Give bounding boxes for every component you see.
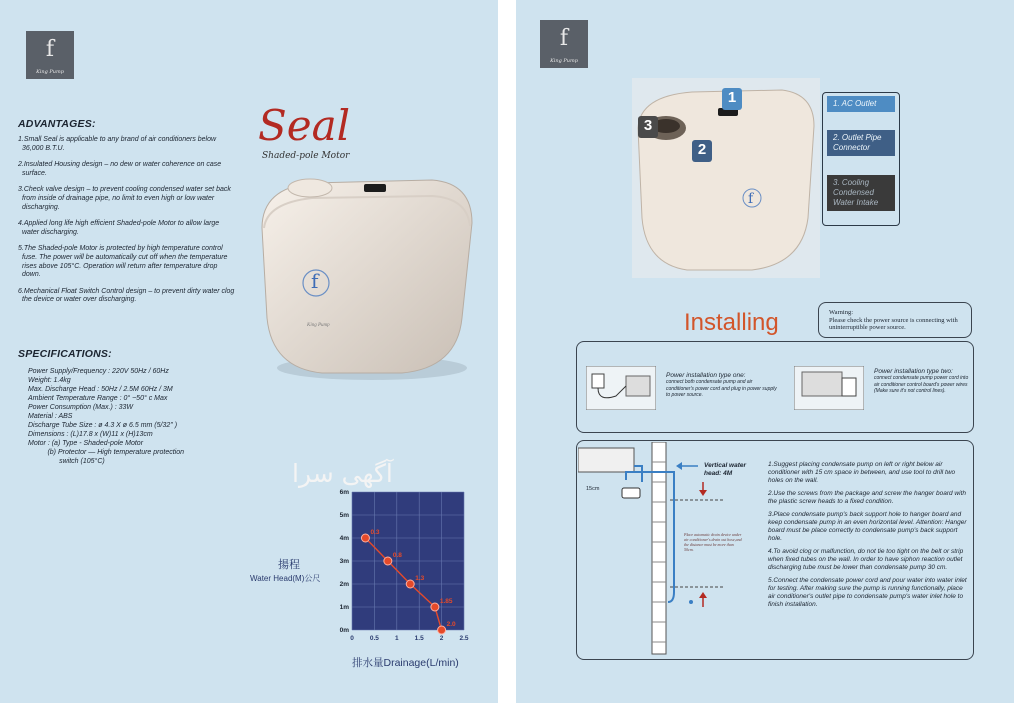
spec-line: Weight: 1.4kg bbox=[28, 377, 71, 384]
logo-brand: King Pump bbox=[550, 58, 578, 64]
warning-text: Please check the power source is connecting with uninterruptible power source. bbox=[829, 316, 958, 331]
callout-outlet-pipe: 2. Outlet Pipe Connector bbox=[827, 130, 895, 156]
warning-title: Warning: bbox=[829, 309, 854, 316]
brand-logo bbox=[540, 20, 588, 68]
callout-ac-outlet: 1. AC Outlet bbox=[827, 96, 895, 112]
warning-box bbox=[818, 302, 972, 338]
callout-water-intake: 3. Cooling Condensed Water Intake bbox=[827, 175, 895, 211]
logo-brand: King Pump bbox=[36, 69, 64, 75]
chart-y-tick: 4m bbox=[339, 535, 349, 542]
spec-line: Power Supply/Frequency : 220V 50Hz / 60Hz bbox=[28, 368, 169, 375]
chart-data-label: 0.8 bbox=[392, 552, 402, 559]
chart-data-label: 1.3 bbox=[415, 575, 425, 582]
power-type-one-text: connect both condensate pump and air conditioner's power cord and plug in power supply to power source. bbox=[666, 379, 777, 398]
step-item: 4.To avoid clog or malfunction, do not tie too tight on the belt or strip when fixed tubes on the wall. In order to have siphon reaction outlet discharging tube must be lower than condensate pump 30 cm. bbox=[768, 548, 964, 571]
power-type-one-title: Power installation type one: bbox=[666, 372, 746, 379]
chart-xlabel: 排水量Drainage(L/min) bbox=[352, 657, 459, 669]
chart-y-tick: 6m bbox=[339, 489, 349, 496]
step-item: 5.Connect the condensate power cord and pour water into water inlet for testing. After making sure the pump is running functionally, place air conditioner's outlet pipe to condensate pump's water inlet hole to finish installation. bbox=[768, 577, 967, 608]
brand-logo bbox=[26, 31, 74, 79]
right-page bbox=[516, 0, 1014, 703]
pump-image bbox=[252, 168, 482, 383]
product-subtitle: Shaded-pole Motor bbox=[262, 151, 350, 161]
advantage-item: 6.Mechanical Float Switch Control design – to prevent dirty water clog the device or water over discharging. bbox=[18, 287, 235, 304]
spec-line: Dimensions : (L)17.8 x (W)11 x (H)13cm bbox=[28, 431, 153, 438]
chart-x-tick: 1.5 bbox=[414, 635, 424, 642]
marker-1: 1 bbox=[722, 88, 742, 110]
advantages-title: ADVANTAGES: bbox=[18, 118, 96, 130]
chart-ylabel-cn: 揚程 bbox=[278, 559, 300, 571]
power-type-one-image bbox=[586, 366, 656, 410]
chart-y-tick: 3m bbox=[339, 558, 349, 565]
chart-x-tick: 0 bbox=[350, 635, 354, 642]
step-item: 1.Suggest placing condensate pump on left or right below air conditioner with 15 cm space in between, and use tool to drill two holes on the wall. bbox=[768, 461, 956, 484]
spec-line: Ambient Temperature Range : 0° ~50° c Max bbox=[28, 395, 168, 402]
advantage-item: 3.Check valve design – to prevent cooling condensed water set back from inside of drainage pipe, no limit to even high or low water discharging. bbox=[18, 186, 231, 211]
chart-y-tick: 2m bbox=[339, 581, 349, 588]
chart-data-label: 1.85 bbox=[439, 598, 453, 605]
svg-text:f: f bbox=[748, 191, 754, 207]
logo-glyph: f bbox=[559, 26, 569, 51]
chart-x-tick: 2 bbox=[439, 635, 444, 642]
drain-note: Place automatic drain device under air conditioner's drain out hose,and the distance must be more than 50cm. bbox=[684, 532, 742, 552]
spec-line: switch (105°C) bbox=[28, 458, 105, 465]
chart-data-label: 0.3 bbox=[370, 529, 380, 536]
advantage-item: 1.Small Seal is applicable to any brand of air conditioners below 36,000 B.T.U. bbox=[18, 136, 217, 152]
chart-ylabel: Water Head(M)公尺 bbox=[250, 574, 321, 583]
spec-line: Material : ABS bbox=[28, 413, 73, 420]
power-type-two bbox=[874, 368, 970, 395]
chart-point bbox=[438, 626, 446, 634]
installing-title: Installing bbox=[684, 309, 779, 336]
chart-y-tick: 0m bbox=[339, 627, 349, 634]
chart-point bbox=[431, 603, 439, 611]
spec-line: Power Consumption (Max.) : 33W bbox=[28, 404, 134, 411]
specifications-list bbox=[28, 367, 248, 466]
chart-x-tick: 1 bbox=[394, 635, 399, 642]
power-type-two-image bbox=[794, 366, 864, 410]
installation-steps bbox=[768, 461, 968, 614]
logo-glyph: f bbox=[45, 37, 55, 62]
performance-chart bbox=[330, 484, 470, 648]
left-page bbox=[0, 0, 498, 703]
spec-line: (b) Protector — High temperature protection bbox=[28, 449, 185, 456]
advantages-list bbox=[18, 136, 238, 313]
spec-line: Motor : (a) Type - Shaded-pole Motor bbox=[28, 440, 144, 447]
product-title: Seal bbox=[258, 101, 351, 150]
chart-y-tick: 1m bbox=[339, 604, 349, 611]
product-brand-label: King Pump bbox=[307, 323, 330, 328]
marker-3: 3 bbox=[638, 116, 658, 138]
power-type-two-text: connect condensate pump power cord into air conditioner control board's power wires (Make sure it's not control lines). bbox=[874, 375, 969, 394]
watermark-text: آگهی سرا bbox=[292, 459, 393, 488]
specifications-title: SPECIFICATIONS: bbox=[18, 348, 112, 360]
marker-2: 2 bbox=[692, 140, 712, 162]
advantage-item: 2.Insulated Housing design – no dew or water coherence on case surface. bbox=[18, 161, 222, 177]
chart-x-tick: 2.5 bbox=[459, 635, 469, 642]
step-item: 2.Use the screws from the package and screw the hanger board with the plastic screw heads to a fixed condition. bbox=[768, 490, 966, 505]
chart-x-tick: 0.5 bbox=[369, 635, 379, 642]
chart-point bbox=[406, 580, 414, 588]
advantage-item: 4.Applied long life high efficient Shaded-pole Motor to allow large water discharging. bbox=[18, 220, 220, 236]
chart-point bbox=[384, 557, 392, 565]
chart-data-label: 2.0 bbox=[446, 621, 456, 628]
dimension-15cm: 15cm bbox=[586, 486, 600, 492]
chart-y-tick: 5m bbox=[339, 512, 349, 519]
power-type-one bbox=[666, 372, 778, 399]
svg-text:f: f bbox=[311, 269, 319, 293]
power-type-two-title: Power installation type two: bbox=[874, 368, 953, 375]
step-item: 3.Place condensate pump's back support hole to hanger board and keep condensate pump in an even horizontal level. Attention: Hanger board must be place correctly to condensate pump's back support hole. bbox=[768, 511, 967, 542]
spec-line: Max. Discharge Head : 50Hz / 2.5M 60Hz / 3M bbox=[28, 386, 173, 393]
spec-line: Discharge Tube Size : ø 4.3 X ø 6.5 mm (5/32" ) bbox=[28, 422, 178, 429]
vertical-water-head: Vertical water head: 4M bbox=[704, 462, 747, 477]
advantage-item: 5.The Shaded-pole Motor is protected by high temperature control fuse. The power will be automatically cut off when the temperature rises above 105°C. Operation will return after temperature drop down. bbox=[18, 245, 228, 279]
chart-point bbox=[361, 534, 369, 542]
